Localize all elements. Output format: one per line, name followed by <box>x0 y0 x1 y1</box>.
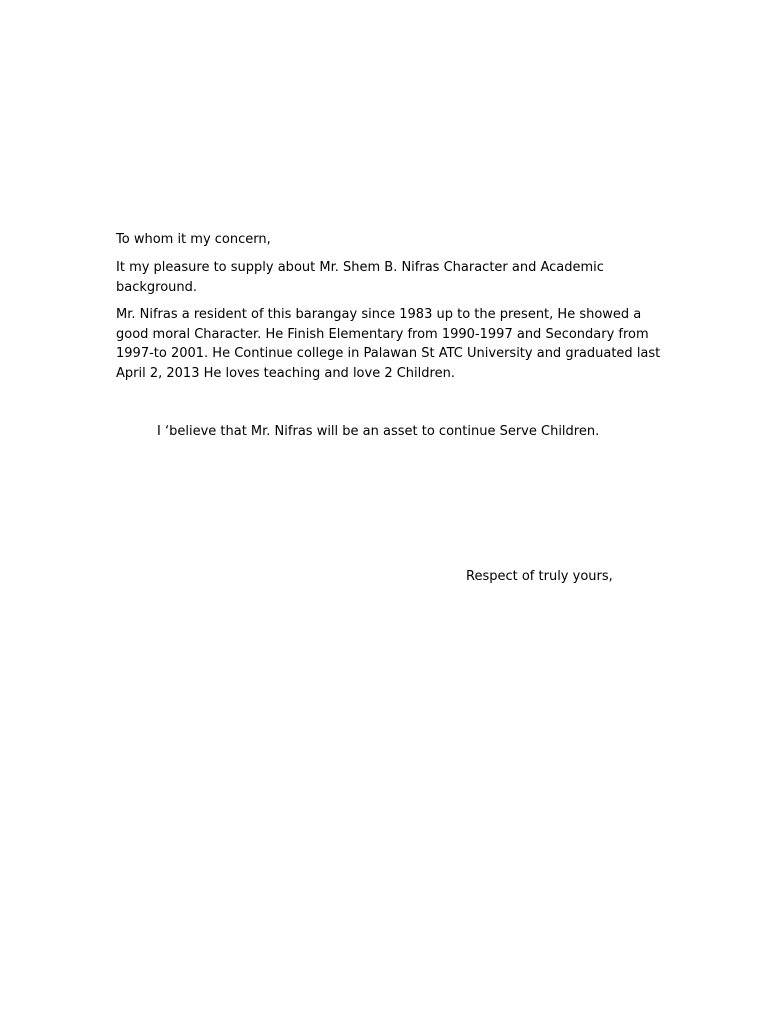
paragraph-line: 1997-to 2001. He Continue college in Palawan St ATC University and graduated last <box>116 346 661 361</box>
paragraph-line: good moral Character. He Finish Elementary from 1990-1997 and Secondary from <box>116 326 649 342</box>
paragraph-line: April 2, 2013 He loves teaching and love 2 Children. <box>116 365 455 381</box>
paragraph-background <box>116 305 661 383</box>
salutation: To whom it my concern, <box>116 232 271 247</box>
closing: Respect of truly yours, <box>466 569 613 584</box>
paragraph-intro <box>116 258 656 297</box>
paragraph-line: It my pleasure to supply about Mr. Shem B. Nifras Character and Academic <box>116 260 604 275</box>
paragraph-belief: I ‘believe that Mr. Nifras will be an asset to continue Serve Children. <box>157 424 600 439</box>
paragraph-line: background. <box>116 279 198 295</box>
paragraph-line: Mr. Nifras a resident of this barangay since 1983 up to the present, He showed a <box>116 307 642 322</box>
